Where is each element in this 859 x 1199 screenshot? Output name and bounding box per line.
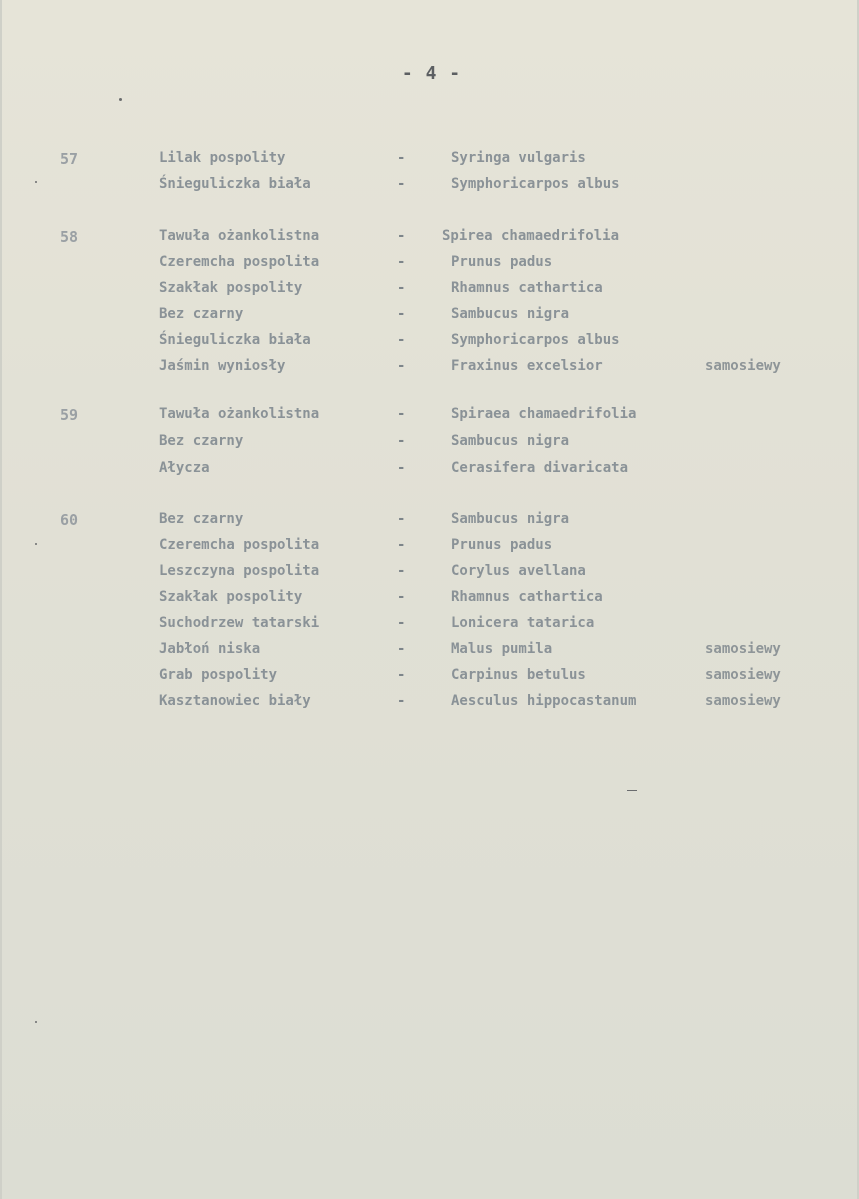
list-item — [2, 176, 859, 202]
list-item — [2, 537, 859, 563]
dash-separator: - — [397, 306, 406, 322]
polish-name: Szakłak pospolity — [159, 589, 303, 605]
dash-separator: - — [397, 406, 406, 422]
section-number: 59 — [60, 406, 79, 424]
polish-name: Czeremcha pospolita — [159, 537, 320, 553]
polish-name: Tawuła ożankolistna — [159, 406, 320, 422]
list-item — [2, 460, 859, 486]
polish-name: Szakłak pospolity — [159, 280, 303, 296]
dash-separator: - — [397, 228, 406, 244]
dash-separator: - — [397, 150, 406, 166]
dash-separator: - — [397, 254, 406, 270]
list-item — [2, 589, 859, 615]
polish-name: Śnieguliczka biała — [159, 332, 311, 348]
list-item — [2, 306, 859, 332]
paper-speck — [35, 1021, 37, 1023]
latin-name: Corylus avellana — [451, 563, 586, 579]
paper-speck — [119, 98, 122, 101]
polish-name: Bez czarny — [159, 306, 244, 322]
dash-separator: - — [397, 641, 406, 657]
latin-name: Symphoricarpos albus — [451, 176, 620, 192]
latin-name: Cerasifera divaricata — [451, 460, 629, 476]
dash-separator: - — [397, 280, 406, 296]
polish-name: Jabłoń niska — [159, 641, 261, 657]
latin-name: Lonicera tatarica — [451, 615, 595, 631]
polish-name: Bez czarny — [159, 433, 244, 449]
note-label: samosiewy — [705, 641, 781, 657]
paper-speck — [627, 790, 637, 791]
list-item — [2, 693, 859, 719]
dash-separator: - — [397, 332, 406, 348]
dash-separator: - — [397, 460, 406, 476]
section-number: 57 — [60, 150, 79, 168]
latin-name: Prunus padus — [451, 254, 553, 270]
note-label: samosiewy — [705, 358, 781, 374]
list-item — [2, 358, 859, 384]
polish-name: Śnieguliczka biała — [159, 176, 311, 192]
list-item — [2, 563, 859, 589]
latin-name: Fraxinus excelsior — [451, 358, 603, 374]
latin-name: Rhamnus cathartica — [451, 280, 603, 296]
list-item — [2, 150, 859, 176]
latin-name: Sambucus nigra — [451, 511, 570, 527]
latin-name: Sambucus nigra — [451, 306, 570, 322]
dash-separator: - — [397, 433, 406, 449]
dash-separator: - — [397, 615, 406, 631]
dash-separator: - — [397, 537, 406, 553]
polish-name: Bez czarny — [159, 511, 244, 527]
latin-name: Spiraea chamaedrifolia — [451, 406, 637, 422]
latin-name: Sambucus nigra — [451, 433, 570, 449]
list-item — [2, 228, 859, 254]
polish-name: Czeremcha pospolita — [159, 254, 320, 270]
dash-separator: - — [397, 563, 406, 579]
paper-speck — [35, 181, 37, 183]
latin-name: Carpinus betulus — [451, 667, 586, 683]
dash-separator: - — [397, 176, 406, 192]
latin-name: Prunus padus — [451, 537, 553, 553]
dash-separator: - — [397, 511, 406, 527]
dash-separator: - — [397, 667, 406, 683]
list-item — [2, 332, 859, 358]
latin-name: Spirea chamaedrifolia — [442, 228, 620, 244]
polish-name: Leszczyna pospolita — [159, 563, 320, 579]
list-item — [2, 667, 859, 693]
dash-separator: - — [397, 358, 406, 374]
list-item — [2, 433, 859, 459]
section-number: 58 — [60, 228, 79, 246]
note-label: samosiewy — [705, 693, 781, 709]
list-item — [2, 280, 859, 306]
polish-name: Lilak pospolity — [159, 150, 286, 166]
dash-separator: - — [397, 693, 406, 709]
polish-name: Ałycza — [159, 460, 210, 476]
page-number: - 4 - — [401, 63, 462, 84]
list-item — [2, 511, 859, 537]
polish-name: Grab pospolity — [159, 667, 278, 683]
latin-name: Rhamnus cathartica — [451, 589, 603, 605]
polish-name: Tawuła ożankolistna — [159, 228, 320, 244]
polish-name: Suchodrzew tatarski — [159, 615, 320, 631]
dash-separator: - — [397, 589, 406, 605]
polish-name: Kasztanowiec biały — [159, 693, 311, 709]
latin-name: Malus pumila — [451, 641, 553, 657]
list-item — [2, 406, 859, 432]
list-item — [2, 615, 859, 641]
note-label: samosiewy — [705, 667, 781, 683]
section-number: 60 — [60, 511, 79, 529]
polish-name: Jaśmin wyniosły — [159, 358, 286, 374]
latin-name: Aesculus hippocastanum — [451, 693, 637, 709]
list-item — [2, 254, 859, 280]
paper-speck — [35, 543, 37, 545]
latin-name: Symphoricarpos albus — [451, 332, 620, 348]
latin-name: Syringa vulgaris — [451, 150, 586, 166]
list-item — [2, 641, 859, 667]
